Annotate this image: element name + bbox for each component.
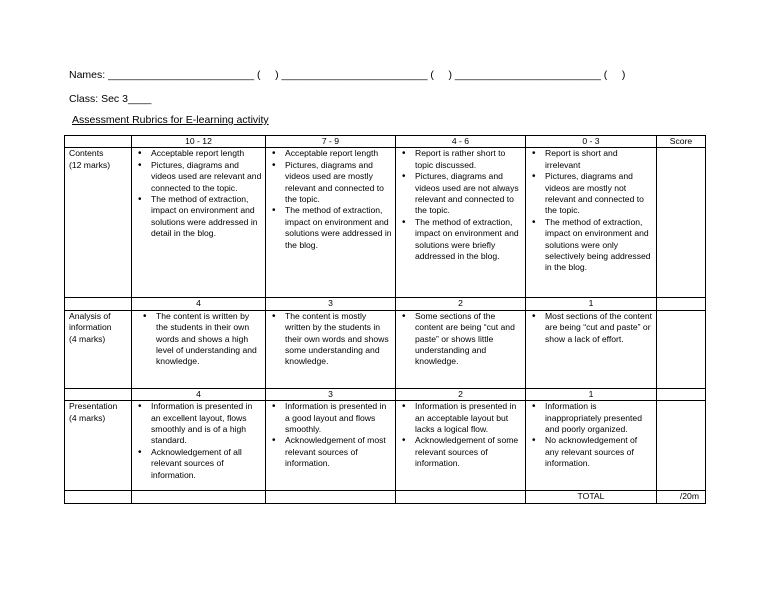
names-line: Names: _________________________ ( ) _________________________ ( ) _________________________ ( ) xyxy=(69,69,626,81)
list-item: • Report is short and irrelevant xyxy=(529,148,653,171)
score-label-row xyxy=(65,298,706,310)
criterion-cell xyxy=(65,148,132,298)
criterion-marks: (12 marks) xyxy=(69,159,111,170)
blank-cell xyxy=(396,491,526,503)
score-label-row xyxy=(65,388,706,400)
list-item: • Some sections of the content are being “cut and paste” or shows little understanding and knowledge. xyxy=(399,311,522,368)
score-label: 2 xyxy=(396,298,526,310)
list-item: • The content is written by the students in their own words and shows a high level of understanding and knowledge. xyxy=(135,311,262,368)
list-item: • Pictures, diagrams and videos are mostly not relevant and connected to the topic. xyxy=(529,171,653,217)
score-label: 1 xyxy=(526,298,657,310)
table-row xyxy=(65,310,706,388)
level-cell xyxy=(526,148,657,298)
level-cell xyxy=(266,401,396,491)
level-cell xyxy=(526,310,657,388)
criterion-marks: (4 marks) xyxy=(69,412,106,423)
list-item: • Pictures, diagrams and videos used are not always relevant and connected to the topic. xyxy=(399,171,522,217)
column-header: 7 - 9 xyxy=(266,136,396,148)
column-header: Score xyxy=(657,136,706,148)
score-cell xyxy=(657,148,706,298)
header-row xyxy=(65,136,706,148)
blank-cell xyxy=(266,491,396,503)
total-score: /20m xyxy=(657,491,706,503)
criterion-name: information xyxy=(69,322,112,333)
list-item: • The content is mostly written by the students in their own words and shows some understanding and knowledge. xyxy=(269,311,392,368)
score-label: 3 xyxy=(266,388,396,400)
list-item: • Most sections of the content are being “cut and paste” or show a lack of effort. xyxy=(529,311,653,345)
level-cell xyxy=(396,401,526,491)
list-item: • Acceptable report length xyxy=(135,148,262,159)
score-label: 4 xyxy=(132,388,266,400)
level-cell xyxy=(132,310,266,388)
level-cell xyxy=(266,148,396,298)
rubric-table xyxy=(64,135,706,504)
criterion-marks: (4 marks) xyxy=(69,333,106,344)
list-item: • Pictures, diagrams and videos used are relevant and connected to the topic. xyxy=(135,160,262,194)
score-cell xyxy=(657,310,706,388)
list-item: • Information is inappropriately presented and poorly organized. xyxy=(529,401,653,435)
blank-cell xyxy=(65,388,132,400)
criterion-name: Presentation xyxy=(69,401,118,412)
list-item: • Information is presented in an excellent layout, flows smoothly and is of a high standard. xyxy=(135,401,262,447)
level-cell xyxy=(266,310,396,388)
level-cell xyxy=(396,310,526,388)
list-item: • No acknowledgement of any relevant sources of information. xyxy=(529,435,653,469)
criterion-cell xyxy=(65,310,132,388)
list-item: • Acknowledgement of all relevant sources of information. xyxy=(135,447,262,481)
level-cell xyxy=(132,401,266,491)
criterion-name: Analysis of xyxy=(69,310,111,321)
criterion-name: Contents xyxy=(69,148,104,159)
level-cell xyxy=(526,401,657,491)
list-item: • Information is presented in an acceptable layout but lacks a logical flow. xyxy=(399,401,522,435)
total-label: TOTAL xyxy=(526,491,657,503)
list-item: • The method of extraction, impact on environment and solutions were briefly addressed in the blog. xyxy=(399,217,522,263)
column-header xyxy=(65,136,132,148)
blank-cell xyxy=(65,298,132,310)
score-label: 4 xyxy=(132,298,266,310)
table-row xyxy=(65,401,706,491)
list-item: • Information is presented in a good layout and flows smoothly. xyxy=(269,401,392,435)
list-item: • Report is rather short to topic discussed. xyxy=(399,148,522,171)
column-header: 10 - 12 xyxy=(132,136,266,148)
level-cell xyxy=(132,148,266,298)
score-label: 2 xyxy=(396,388,526,400)
list-item: • Acknowledgement of some relevant sources of information. xyxy=(399,435,522,469)
blank-cell xyxy=(657,388,706,400)
blank-cell xyxy=(657,298,706,310)
column-header: 0 - 3 xyxy=(526,136,657,148)
list-item: • Acknowledgement of most relevant sources of information. xyxy=(269,435,392,469)
total-row xyxy=(65,491,706,503)
list-item: • The method of extraction, impact on environment and solutions were addressed in detail in the blog. xyxy=(135,194,262,240)
score-cell xyxy=(657,401,706,491)
blank-cell xyxy=(132,491,266,503)
score-label: 1 xyxy=(526,388,657,400)
level-cell xyxy=(396,148,526,298)
table-row xyxy=(65,148,706,298)
criterion-cell xyxy=(65,401,132,491)
rubric-title: Assessment Rubrics for E-learning activity xyxy=(72,114,269,126)
list-item: • The method of extraction, impact on environment and solutions were addressed in the blog. xyxy=(269,205,392,251)
list-item: • The method of extraction, impact on environment and solutions were only selectively being addressed in the blog. xyxy=(529,217,653,274)
class-line: Class: Sec 3____ xyxy=(69,93,152,105)
blank-cell xyxy=(65,491,132,503)
list-item: • Pictures, diagrams and videos used are mostly relevant and connected to the topic. xyxy=(269,160,392,206)
score-label: 3 xyxy=(266,298,396,310)
column-header: 4 - 6 xyxy=(396,136,526,148)
list-item: • Acceptable report length xyxy=(269,148,392,159)
